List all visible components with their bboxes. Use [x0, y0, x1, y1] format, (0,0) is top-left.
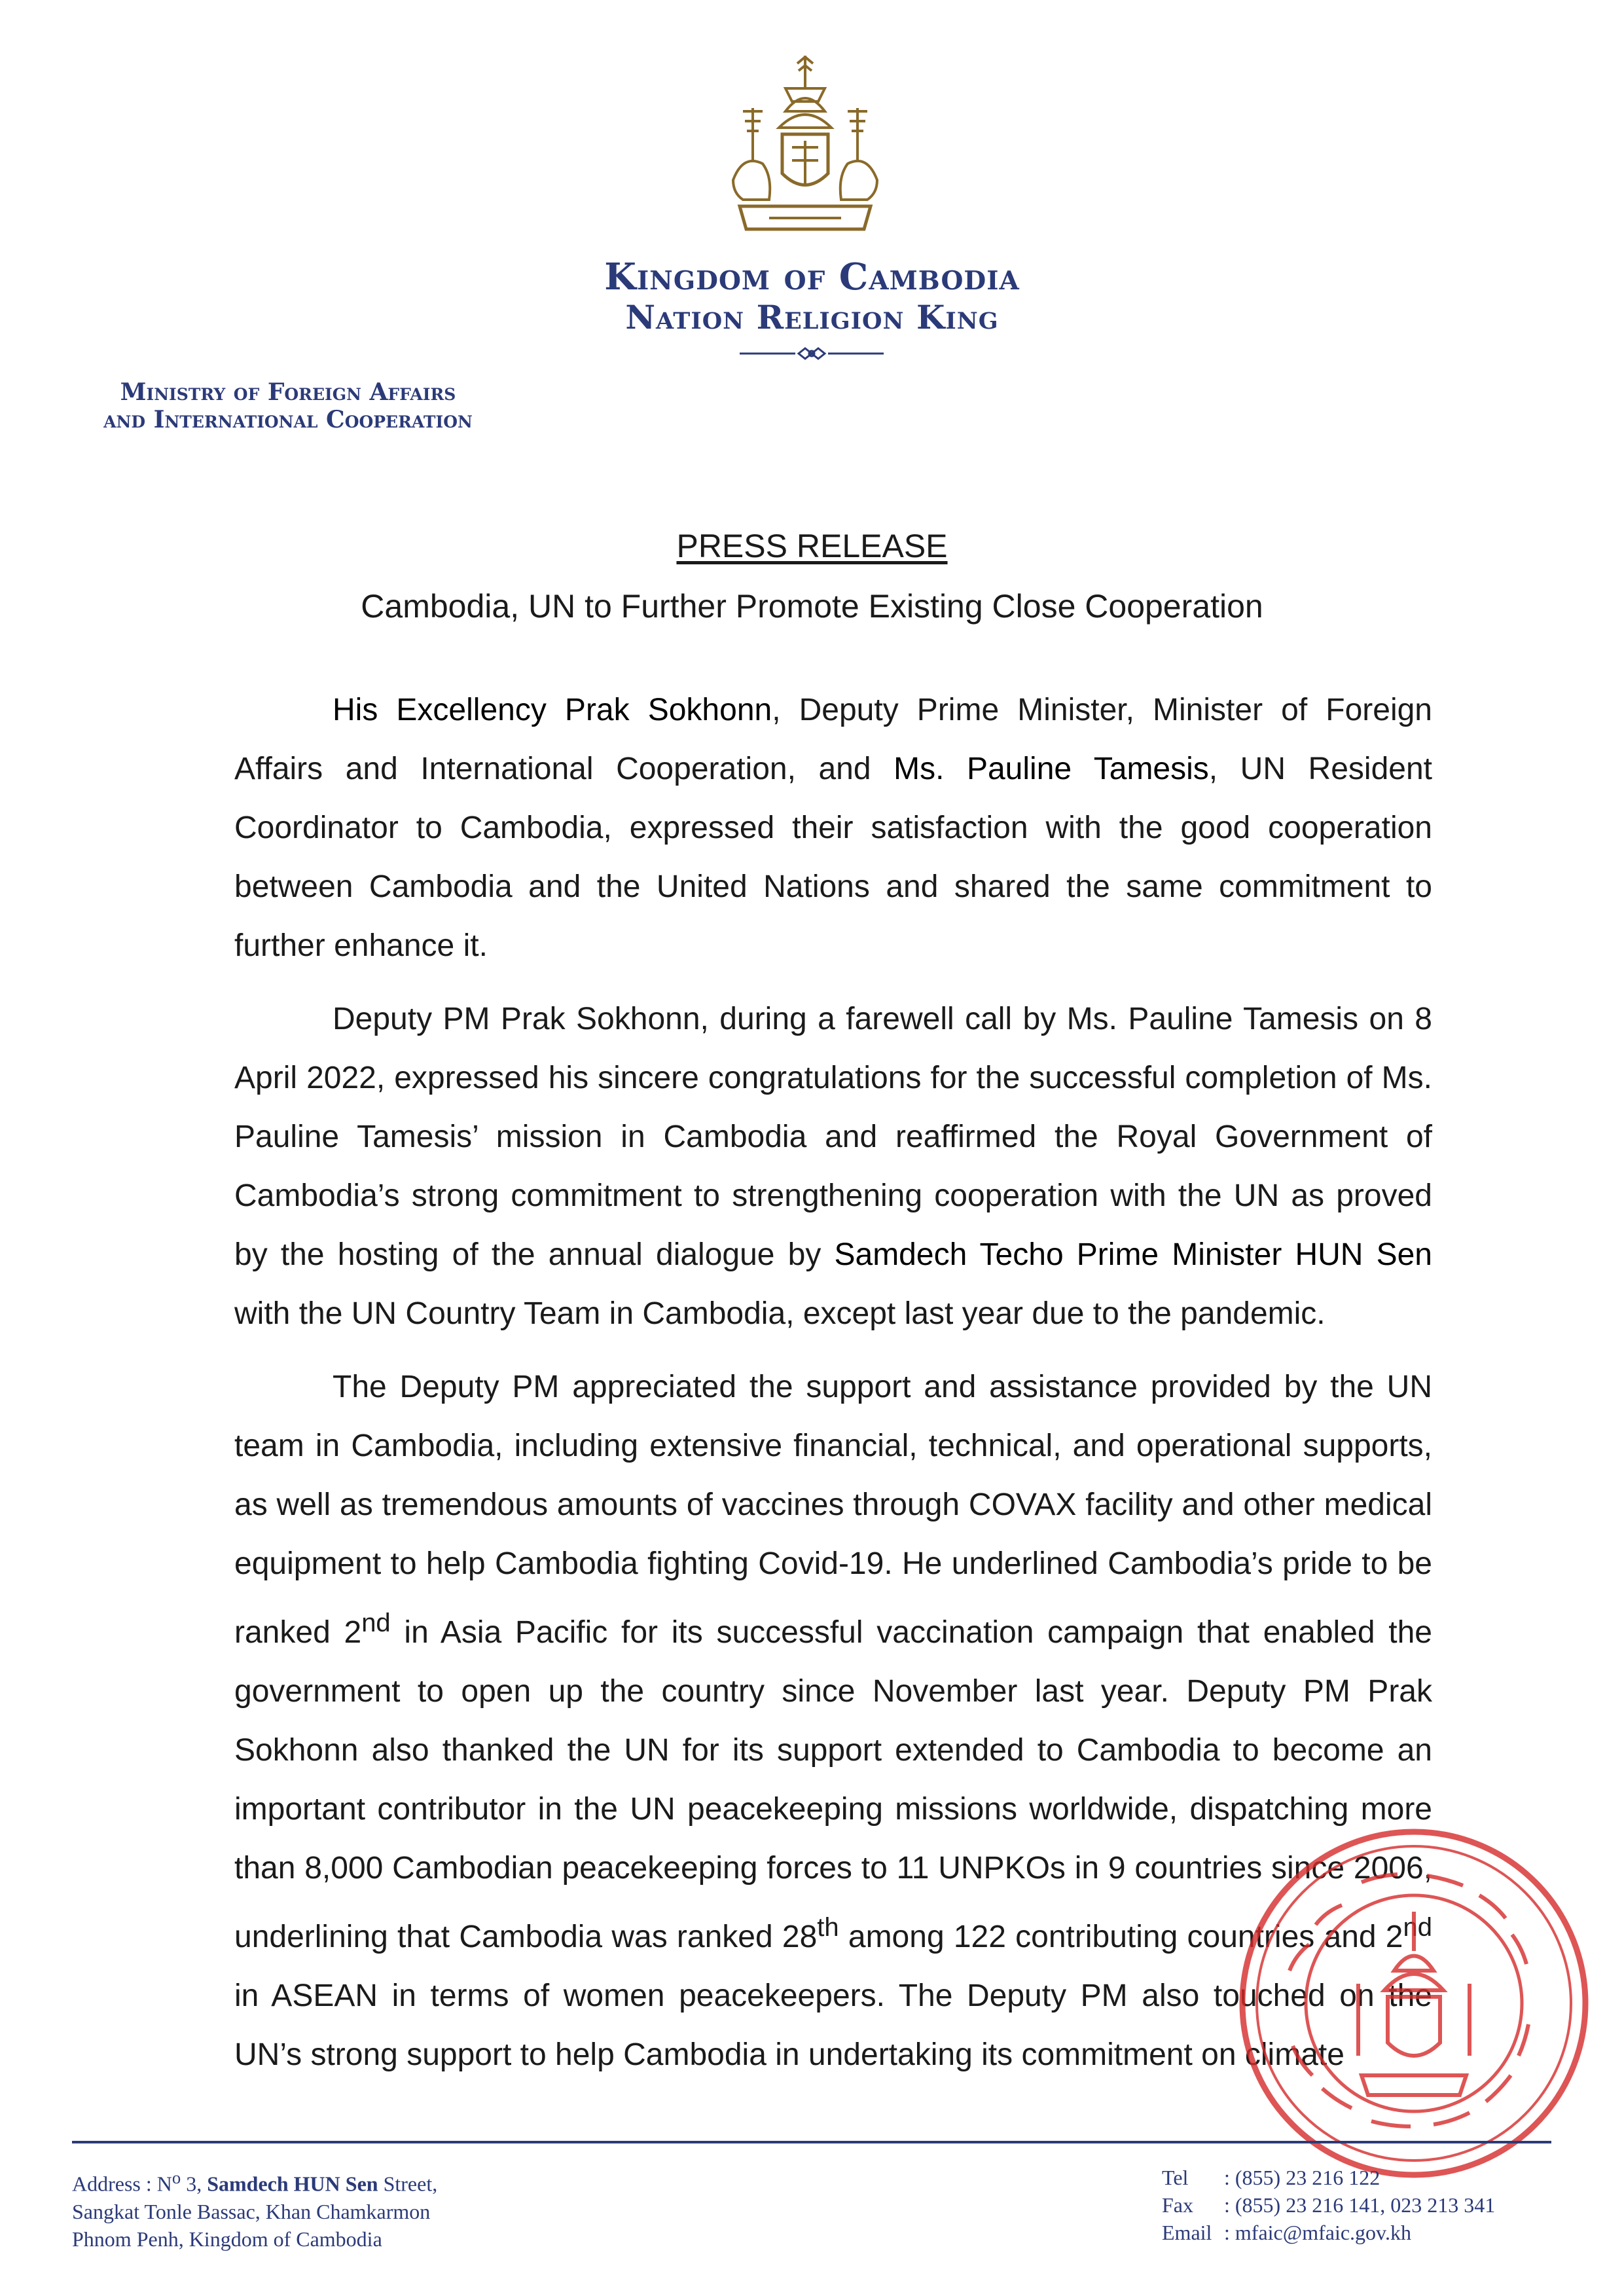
address-number: 3,	[181, 2172, 208, 2196]
address-line2: Sangkat Tonle Bassac, Khan Chamkarmon	[72, 2199, 431, 2223]
name-prak-sokhonn: His Excellency Prak Sokhonn	[333, 693, 772, 727]
ordinal-suffix: th	[817, 1913, 839, 1942]
address-street-name: Samdech HUN Sen	[207, 2172, 378, 2196]
paragraph-2-text-b: with the UN Country Team in Cambodia, except last year due to the pandemic.	[234, 1296, 1326, 1331]
address-line1	[72, 2164, 437, 2198]
paragraph-3-text-a: The Deputy PM appreciated the support and assistance provided by the UN team in Cambodia, including extensive financial, technical, and operational supports, as well as tremendous amounts of vaccines through COVAX facility and other medical equipment to help Cambodia fighting Covid-19. He underlined Cambodia’s pride to be ranked 2	[234, 1370, 1432, 1650]
name-pauline-tamesis: Ms. Pauline Tamesis	[893, 752, 1209, 786]
email-label: Email	[1162, 2221, 1212, 2244]
paragraph-3-text-d: in ASEAN in terms of women peacekeepers. The Deputy PM also touched on the UN’s strong support to help Cambodia in undertaking its commitment on climate	[234, 1978, 1432, 2072]
paragraph-3-text-c: among 122 contributing countries and 2	[839, 1920, 1403, 1954]
tel-value: : (855) 23 216 122	[1224, 2166, 1380, 2189]
kingdom-motto: Nation Religion King	[625, 298, 999, 337]
address-number-sup: o	[171, 2168, 181, 2187]
paragraph-2	[234, 990, 1432, 1343]
paragraph-2-text-a: Deputy PM Prak Sokhonn, during a farewell call by Ms. Pauline Tamesis on 8 April 2022, expressed his sincere congratulations for the successful completion of Ms. Pauline Tamesis’ mission in Cambodia and reaffirmed the Royal Government of Cambodia’s strong commitment to strengthening cooperation with the UN as proved by the hosting of the annual dialogue by	[234, 1002, 1432, 1272]
ordinal-suffix: nd	[1403, 1913, 1433, 1942]
address-line3: Phnom Penh, Kingdom of Cambodia	[72, 2227, 382, 2251]
paragraph-1-text-a: , Deputy Prime Minister, Minister of Foreign Affairs and International Cooperation, and	[234, 693, 1432, 786]
press-release-subtitle: Cambodia, UN to Further Promote Existing Close Cooperation	[361, 588, 1263, 625]
name-hun-sen: Samdech Techo Prime Minister HUN Sen	[834, 1237, 1432, 1272]
contact-email	[1162, 2219, 1495, 2246]
footer-divider	[72, 2141, 1551, 2143]
contact-tel	[1162, 2164, 1495, 2191]
paragraph-3-text-b: in Asia Pacific for its successful vaccination campaign that enabled the government to open up the country since November last year. Deputy PM Prak Sokhonn also thanked the UN for its support extended to Cambodia to become an important contributor in the UN peacekeeping missions worldwide, dispatching more than 8,000 Cambodian peacekeeping forces to 11 UNPKOs in 9 countries since 2006, underlining that Cambodia was ranked 28	[234, 1615, 1433, 1954]
official-seal-stamp-icon	[1231, 1820, 1597, 2187]
email-value[interactable]: : mfaic@mfaic.gov.kh	[1224, 2221, 1411, 2244]
address-label: Address : N	[72, 2172, 172, 2196]
kingdom-title: Kingdom of Cambodia	[604, 255, 1020, 299]
footer-contact	[1162, 2164, 1495, 2246]
ornament-divider-icon	[736, 344, 887, 363]
ministry-name-line2: and International Cooperation	[103, 406, 473, 433]
contact-fax	[1162, 2191, 1495, 2219]
footer-address	[72, 2164, 437, 2253]
paragraph-1	[234, 681, 1432, 975]
fax-value: : (855) 23 216 141, 023 213 341	[1224, 2193, 1496, 2217]
paragraph-1-text-b: , UN Resident Coordinator to Cambodia, expressed their satisfaction with the good cooperation between Cambodia and the United Nations and shared the same commitment to further enhance it.	[234, 752, 1432, 963]
address-street-suffix: Street,	[378, 2172, 438, 2196]
tel-label: Tel	[1162, 2166, 1189, 2189]
royal-coat-of-arms-icon	[707, 49, 903, 246]
ordinal-suffix: nd	[361, 1609, 391, 1637]
ministry-name-line1: Ministry of Foreign Affairs	[120, 378, 456, 406]
fax-label: Fax	[1162, 2193, 1193, 2217]
press-release-title: PRESS RELEASE	[676, 528, 948, 564]
